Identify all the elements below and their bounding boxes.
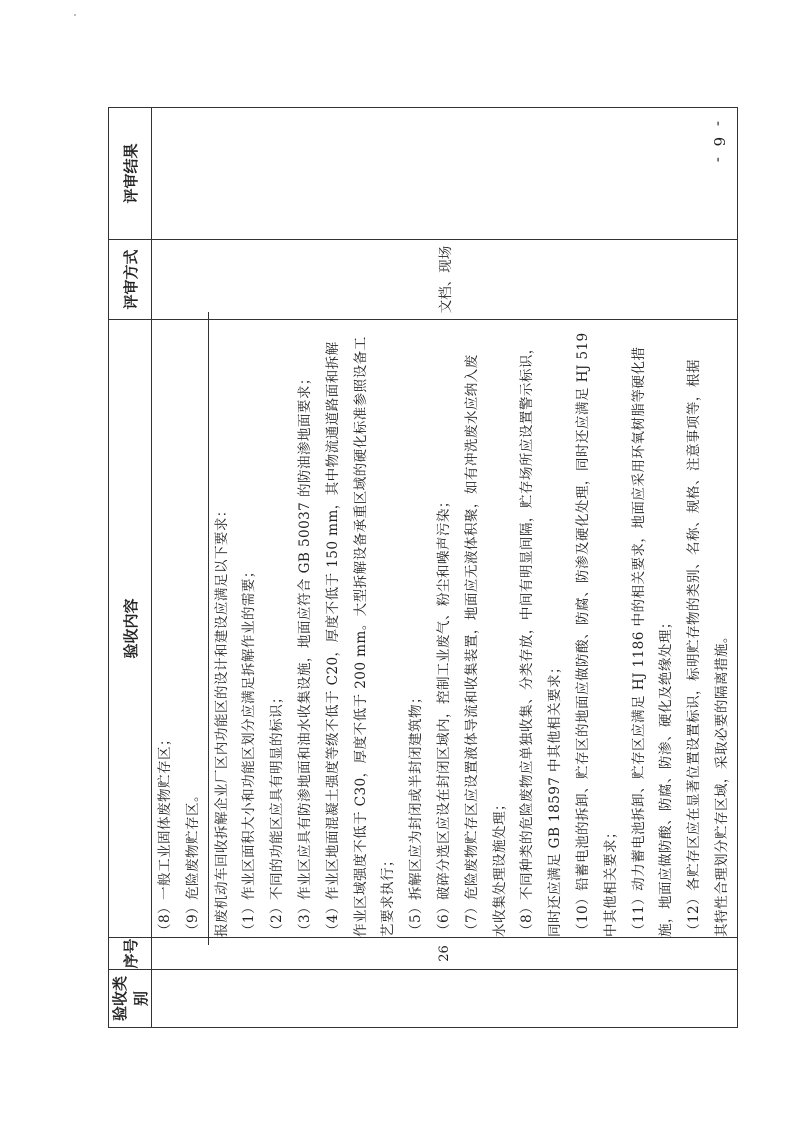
- content-line: 报废机动车回收拆解企业厂区内功能区的设计和建设应满足以下要求：: [213, 503, 230, 937]
- content-line: （10）铅蓄电池的拆卸、贮存区的地面应做防酸、防腐、防渗及硬化处理，同时还应满足 HJ 519: [574, 332, 591, 937]
- content-line: 作业区域强度不低于 C30，厚度不低于 200 mm。大型拆解设备承重区域的硬化标准参照设备工: [352, 336, 369, 937]
- content-line: （8）一般工业固体废物贮存区；: [157, 732, 173, 937]
- content-line: 艺要求执行；: [380, 853, 397, 937]
- content-line: （6）破碎分选区应设在封闭区域内，控制工业废气、粉尘和噪声污染；: [435, 494, 452, 937]
- content-line: （11）动力蓄电池拆卸、贮存区应满足 HJ 1186 中的相关要求，地面应采用环氧树脂等硬化措: [630, 346, 647, 937]
- table-header-row: [109, 108, 152, 1028]
- content-line: （5）拆解区应为封闭或半封闭建筑物；: [408, 690, 425, 937]
- scan-speck: [74, 14, 76, 16]
- content-cell: [152, 320, 738, 938]
- content-line: 水收集处理设施处理；: [491, 797, 508, 937]
- method-cell: 文档、现场: [152, 240, 738, 320]
- category-cell: [152, 970, 738, 1028]
- page-number: - 6 -: [710, 121, 728, 166]
- acceptance-table: [108, 107, 738, 1028]
- content-line: （8）不同种类的危险废物应单独收集、分类存放，中间有明显间隔，贮存场所应设置警示标识，: [519, 340, 536, 937]
- table-row: [152, 108, 738, 1028]
- carryover-block: [152, 320, 208, 937]
- content-line: （12）各贮存区应在显著位置设置标识，标明贮存物的类别、名称、规格、注意事项等，根据: [686, 359, 703, 937]
- content-line: 其特性合理划分贮存区域，采取必要的隔离措施。: [713, 629, 730, 937]
- content-line: 同时还应满足 GB 18597 中其他相关要求；: [547, 660, 564, 937]
- result-cell: [152, 108, 738, 240]
- content-line: （9）危险废物贮存区。: [184, 788, 201, 937]
- content-line: 中其他相关要求；: [602, 825, 619, 937]
- content-line: （3）作业区应具有防渗地面和油水收集设施，地面应符合 GB 50037 的防油渗地面要求；: [296, 371, 313, 937]
- content-block: [209, 320, 737, 937]
- header-category: 验收类别: [109, 970, 152, 1028]
- header-content: 验收内容: [109, 320, 152, 938]
- content-line: （1）作业区面积大小和功能区划分应满足拆解作业的需要；: [241, 564, 258, 937]
- content-line: 施，地面应做防酸、防腐、防渗、硬化及绝缘处理；: [658, 615, 675, 937]
- content-line: （2）不同的功能区应具有明显的标识；: [269, 690, 286, 937]
- header-number: 序号: [109, 938, 152, 970]
- number-cell: 26: [152, 938, 738, 970]
- content-line: （4）作业区地面混凝土强度等级不低于 C20，厚度不低于 150 mm，其中物流通道路面和拆解: [324, 341, 341, 937]
- rotated-table-stage: [108, 108, 730, 1028]
- header-method: 评审方式: [109, 240, 152, 320]
- header-result: 评审结果: [109, 108, 152, 240]
- content-line: （7）危险废物贮存区应设置液体导流和收集装置，地面应无液体积聚，如有冲洗废水应纳入废: [463, 354, 480, 937]
